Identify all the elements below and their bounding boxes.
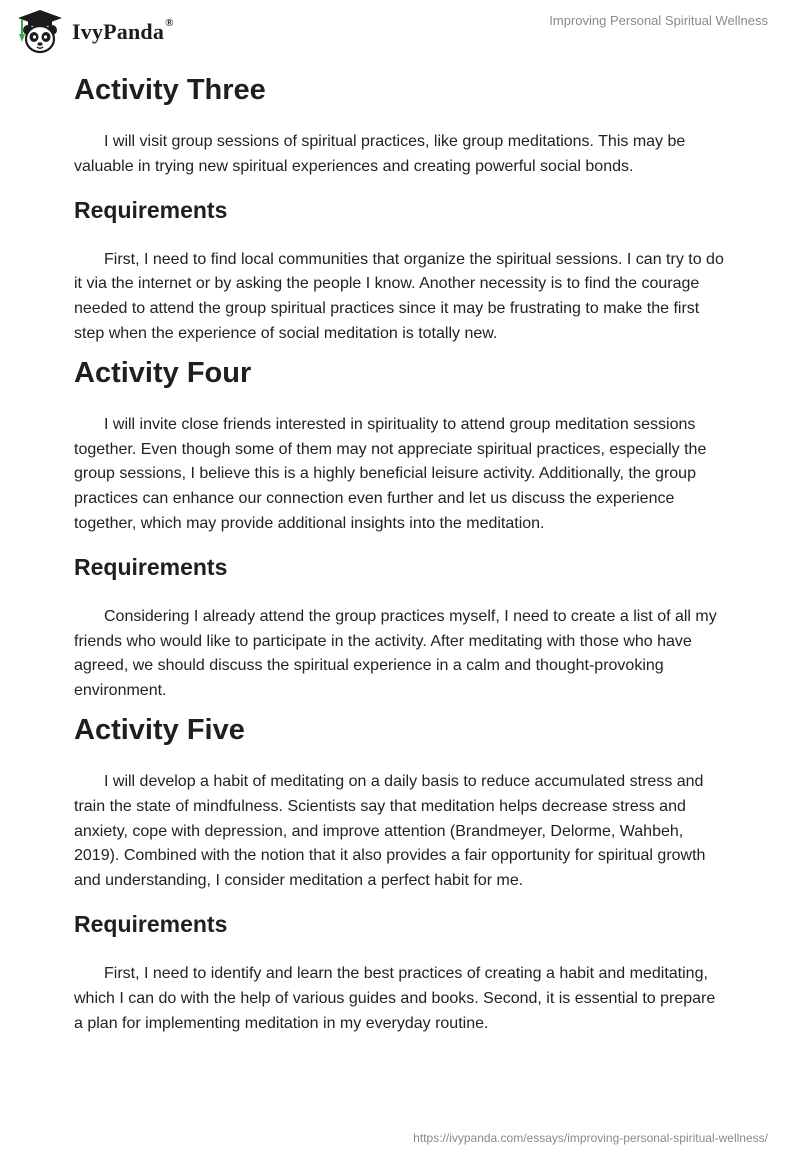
section-paragraph: I will visit group sessions of spiritual practices, like group meditations. This may be valuable in trying new spiritual experiences and creating powerful social bonds. [74, 133, 686, 175]
section-paragraph: First, I need to find local communities that organize the spiritual sessions. I can try to do it via the internet or by asking the people I know. Another necessity is to find the courage needed to attend the group spiritual practices since it may be frustrating to make the first step when the experience of social meditation is totally new. [74, 250, 724, 342]
section-paragraph: First, I need to identify and learn the best practices of creating a habit and meditating, which I can do with the help of various guides and books. Second, it is essential to prepare a plan for implementing meditation in my everyday routine. [74, 964, 716, 1032]
section-heading: Activity Four [74, 356, 252, 389]
brand-registered-mark: ® [165, 17, 174, 29]
brand-name: IvyPanda® [72, 17, 174, 44]
document-title: Improving Personal Spiritual Wellness [549, 13, 768, 28]
section-paragraph: I will develop a habit of meditating on a daily basis to reduce accumulated stress and train the state of mindfulness. Scientists say that meditation helps decrease stress and anxiety, cope with depression, and improve attention (Brandmeyer, Delorme, Wahbeh, 2019). Combined with the notion that it also provides a fair opportunity for spiritual growth and understanding, I consider meditation a perfect habit for me. [74, 772, 706, 890]
subsection-heading: Requirements [74, 910, 228, 937]
subsection-heading: Requirements [74, 553, 228, 580]
brand-logo[interactable] [14, 8, 174, 56]
source-url-link[interactable]: https://ivypanda.com/essays/improving-personal-spiritual-wellness/ [413, 1131, 768, 1145]
panda-graduate-logo-icon [14, 8, 66, 56]
subsection-heading: Requirements [74, 196, 228, 223]
section-paragraph: Considering I already attend the group practices myself, I need to create a list of all my friends who would like to participate in the activity. After meditating with those who have agreed, we should discuss the spiritual experience in a calm and thought-provoking environment. [74, 607, 717, 700]
section-paragraph: I will invite close friends interested in spirituality to attend group meditation sessions together. Even though some of them may not appreciate spiritual practices, especially the group sessions, I believe this is a highly beneficial leisure activity. Additionally, the group practices can enhance our connection even further and let us discuss the experience together, which may provide additional insights into the meditation. [74, 415, 707, 532]
section-heading: Activity Three [74, 74, 266, 106]
section-heading: Activity Five [74, 713, 245, 746]
essay-body [74, 68, 724, 1036]
page-header [0, 0, 800, 60]
